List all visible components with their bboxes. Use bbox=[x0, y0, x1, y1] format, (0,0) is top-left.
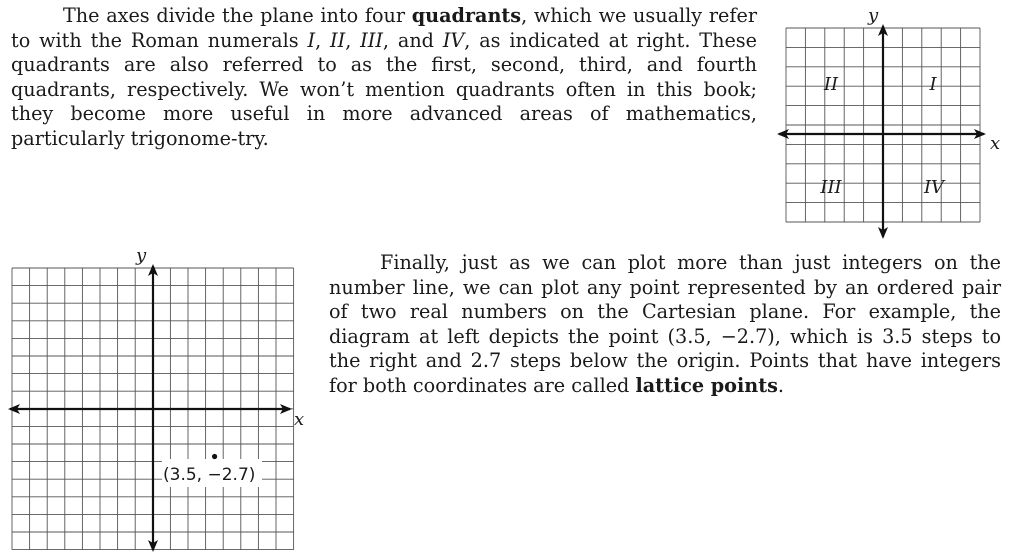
quadrants-x-axis-label: x bbox=[990, 133, 1001, 154]
quadrant-label-III: III bbox=[820, 177, 842, 198]
lattice-points-paragraph: Finally, just as we can plot more than just integers on the number line, we can plot any point represented by an ordered pair of two real numbers on the Cartesian plane. For example, the diagram at left depicts the point (3.5, −2.7), which is 3.5 steps to the right and 2.7 steps below the origin. Points that have integers for both coordinates are called lattice points. bbox=[329, 251, 1001, 397]
quadrant-label-IV: IV bbox=[923, 177, 945, 198]
quadrants-paragraph: The axes divide the plane into four quadrants, which we usually refer to with the Roman numerals I, II, III, and IV, as indicated at right. These quadrants are also referred to as the first, second, third, and fourth quadrants, respectively. We won’t mention quadrants often in this book; they become more useful in more advanced areas of mathematics, particularly trigonome-try. bbox=[11, 4, 758, 150]
point-plot-y-axis-label: y bbox=[136, 245, 147, 266]
lattice-points-term: lattice points bbox=[635, 373, 778, 397]
quadrants-diagram bbox=[770, 0, 1010, 250]
quadrant-label-II: II bbox=[823, 74, 839, 95]
point-label: (3.5, −2.7) bbox=[163, 465, 256, 485]
point-plot-diagram bbox=[0, 244, 320, 554]
quadrants-y-axis-label: y bbox=[868, 5, 879, 26]
quadrants-term: quadrants bbox=[411, 4, 522, 27]
point-plot-x-axis-label: x bbox=[294, 409, 305, 430]
plotted-point bbox=[212, 454, 217, 459]
quadrant-label-I: I bbox=[929, 74, 937, 95]
